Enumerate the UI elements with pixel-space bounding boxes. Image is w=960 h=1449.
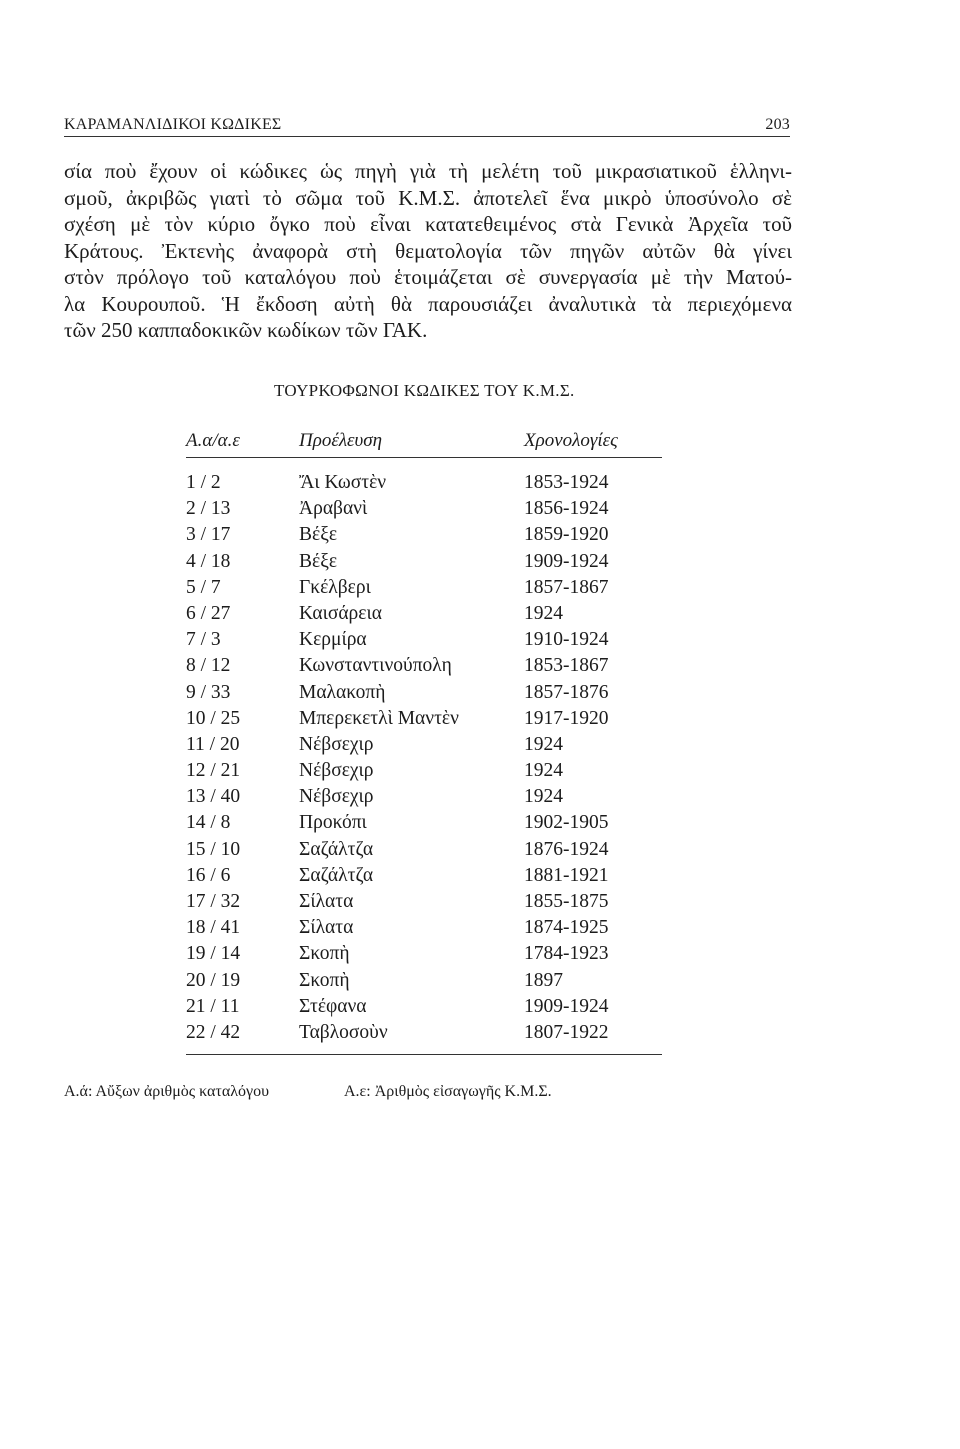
cell-dates: 1856-1924: [524, 498, 609, 520]
cell-dates: 1924: [524, 760, 563, 782]
cell-origin: Μαλακοπὴ: [299, 681, 386, 703]
table-row: [186, 891, 662, 917]
cell-origin: Νέβσεχιρ: [299, 760, 374, 782]
cell-dates: 1859-1920: [524, 524, 609, 546]
body-line: σία ποὺ ἔχουν οἱ κώδικες ὡς πηγὴ γιὰ τὴ μελέτη τοῦ μικρασιατικοῦ ἑλληνι-: [64, 159, 792, 183]
cell-dates: 1924: [524, 733, 563, 755]
cell-number: 10 / 25: [186, 707, 241, 729]
cell-origin: Σίλατα: [299, 891, 354, 912]
cell-dates: 1874-1925: [524, 917, 609, 939]
cell-number: 20 / 19: [186, 969, 241, 991]
cell-origin: Ἀραβανὶ: [299, 498, 368, 520]
body-line: σχέση μὲ τὸν κύριο ὄγκο ποὺ εἶναι κατατεθειμένος στὰ Γενικὰ Ἀρχεῖα τοῦ: [64, 212, 792, 236]
cell-origin: Κωνσταντινούπολη: [299, 655, 452, 677]
cell-origin: Γκέλβερι: [299, 576, 371, 598]
table-row: [186, 996, 662, 1022]
cell-origin: Σαζάλτζα: [299, 838, 374, 860]
cell-number: 8 / 12: [186, 655, 231, 677]
column-header-dates: Χρονολογίες: [524, 430, 618, 451]
cell-origin: Στέφανα: [299, 995, 367, 1017]
table-row: [186, 786, 662, 812]
column-header-number: Α.α/α.ε: [186, 430, 240, 451]
cell-dates: 1853-1867: [524, 655, 609, 677]
body-line: τῶν 250 καππαδοκικῶν κωδίκων τῶν ΓΑΚ.: [64, 318, 428, 342]
table-body: [186, 458, 662, 1055]
section-title: ΤΟΥΡΚΟΦΩΝΟΙ ΚΩΔΙΚΕΣ ΤΟΥ Κ.Μ.Σ.: [274, 381, 575, 400]
body-line: στὸν πρόλογο τοῦ καταλόγου ποὺ ἑτοιμάζεται σὲ συνεργασία μὲ τὴν Ματού-: [64, 265, 792, 289]
table-row: [186, 970, 662, 996]
running-title: ΚΑΡΑΜΑΝΛΙΔΙΚΟΙ ΚΩΔΙΚΕΣ: [64, 116, 282, 133]
cell-dates: 1909-1924: [524, 995, 609, 1017]
table-row: [186, 760, 662, 786]
cell-origin: Νέβσεχιρ: [299, 733, 374, 755]
cell-origin: Μπερεκετλὶ Μαντὲν: [299, 707, 459, 729]
body-line: λα Κουρουποῦ. Ἡ ἔκδοση αὐτὴ θὰ παρουσιάζει ἀναλυτικὰ τὰ περιεχόμενα: [64, 291, 792, 316]
body-line: σμοῦ, ἀκριβῶς γιατὶ τὸ σῶμα τοῦ Κ.Μ.Σ. ἀποτελεῖ ἕνα μικρὸ ὑποσύνολο σὲ: [64, 185, 792, 210]
cell-dates: 1876-1924: [524, 838, 609, 860]
cell-number: 19 / 14: [186, 943, 241, 965]
cell-dates: 1853-1924: [524, 472, 609, 493]
column-header-origin: Προέλευση: [299, 430, 383, 451]
cell-number: 2 / 13: [186, 498, 231, 520]
cell-dates: 1897: [524, 969, 563, 991]
cell-number: 5 / 7: [186, 576, 221, 598]
cell-dates: 1807-1922: [524, 1021, 609, 1043]
table-row: [186, 498, 662, 524]
table-row: [186, 734, 662, 760]
table-row: [186, 524, 662, 550]
cell-number: 6 / 27: [186, 602, 231, 624]
table-row: [186, 943, 662, 969]
table-row: [186, 812, 662, 838]
cell-number: 14 / 8: [186, 812, 231, 834]
cell-dates: 1917-1920: [524, 707, 609, 729]
cell-number: 7 / 3: [186, 629, 221, 651]
footnote-aa: Α.ά: Αὔξων ἀριθμὸς καταλόγου: [64, 1083, 269, 1100]
page-number: 203: [765, 116, 790, 133]
cell-dates: 1924: [524, 602, 563, 624]
cell-number: 17 / 32: [186, 891, 241, 912]
table-row: [186, 472, 662, 498]
cell-origin: Προκόπι: [299, 812, 367, 834]
running-header: [64, 114, 790, 137]
cell-number: 15 / 10: [186, 838, 241, 860]
cell-origin: Ταβλοσοὺν: [299, 1021, 388, 1043]
cell-origin: Σίλατα: [299, 917, 354, 939]
cell-number: 16 / 6: [186, 864, 231, 886]
table-row: [186, 708, 662, 734]
cell-origin: Νέβσεχιρ: [299, 786, 374, 808]
cell-origin: Βέξε: [299, 550, 338, 572]
cell-dates: 1909-1924: [524, 550, 609, 572]
body-paragraph: [64, 158, 792, 344]
cell-number: 18 / 41: [186, 917, 241, 939]
cell-origin: Σαζάλτζα: [299, 864, 374, 886]
footnote-ae: Α.ε: Ἀριθμὸς εἰσαγωγῆς Κ.Μ.Σ.: [344, 1083, 552, 1100]
table-header: [186, 427, 662, 458]
cell-dates: 1881-1921: [524, 864, 609, 886]
cell-dates: 1924: [524, 786, 563, 808]
cell-dates: 1784-1923: [524, 943, 609, 965]
codex-table: [186, 427, 662, 1055]
table-row: [186, 1022, 662, 1048]
table-row: [186, 682, 662, 708]
table-row: [186, 603, 662, 629]
cell-number: 11 / 20: [186, 733, 240, 755]
table-row: [186, 551, 662, 577]
cell-origin: Ἄι Κωστὲν: [299, 472, 387, 493]
table-row: [186, 917, 662, 943]
cell-dates: 1902-1905: [524, 812, 609, 834]
cell-number: 22 / 42: [186, 1021, 241, 1043]
cell-origin: Σκοπὴ: [299, 969, 350, 991]
table-row: [186, 577, 662, 603]
cell-origin: Σκοπὴ: [299, 943, 350, 965]
body-line: Κράτους. Ἐκτενὴς ἀναφορὰ στὴ θεματολογία τῶν πηγῶν αὐτῶν θὰ γίνει: [64, 238, 792, 263]
table-row: [186, 655, 662, 681]
cell-dates: 1910-1924: [524, 629, 609, 651]
cell-number: 13 / 40: [186, 786, 241, 808]
cell-number: 12 / 21: [186, 760, 241, 782]
table-row: [186, 865, 662, 891]
table-row: [186, 629, 662, 655]
cell-number: 21 / 11: [186, 995, 240, 1017]
cell-number: 9 / 33: [186, 681, 231, 703]
cell-origin: Καισάρεια: [299, 602, 382, 624]
cell-number: 3 / 17: [186, 524, 231, 546]
cell-number: 1 / 2: [186, 472, 221, 493]
table-row: [186, 839, 662, 865]
cell-dates: 1855-1875: [524, 891, 609, 912]
cell-dates: 1857-1876: [524, 681, 609, 703]
cell-origin: Κερμίρα: [299, 629, 367, 651]
cell-number: 4 / 18: [186, 550, 231, 572]
cell-dates: 1857-1867: [524, 576, 609, 598]
cell-origin: Βέξε: [299, 524, 338, 546]
